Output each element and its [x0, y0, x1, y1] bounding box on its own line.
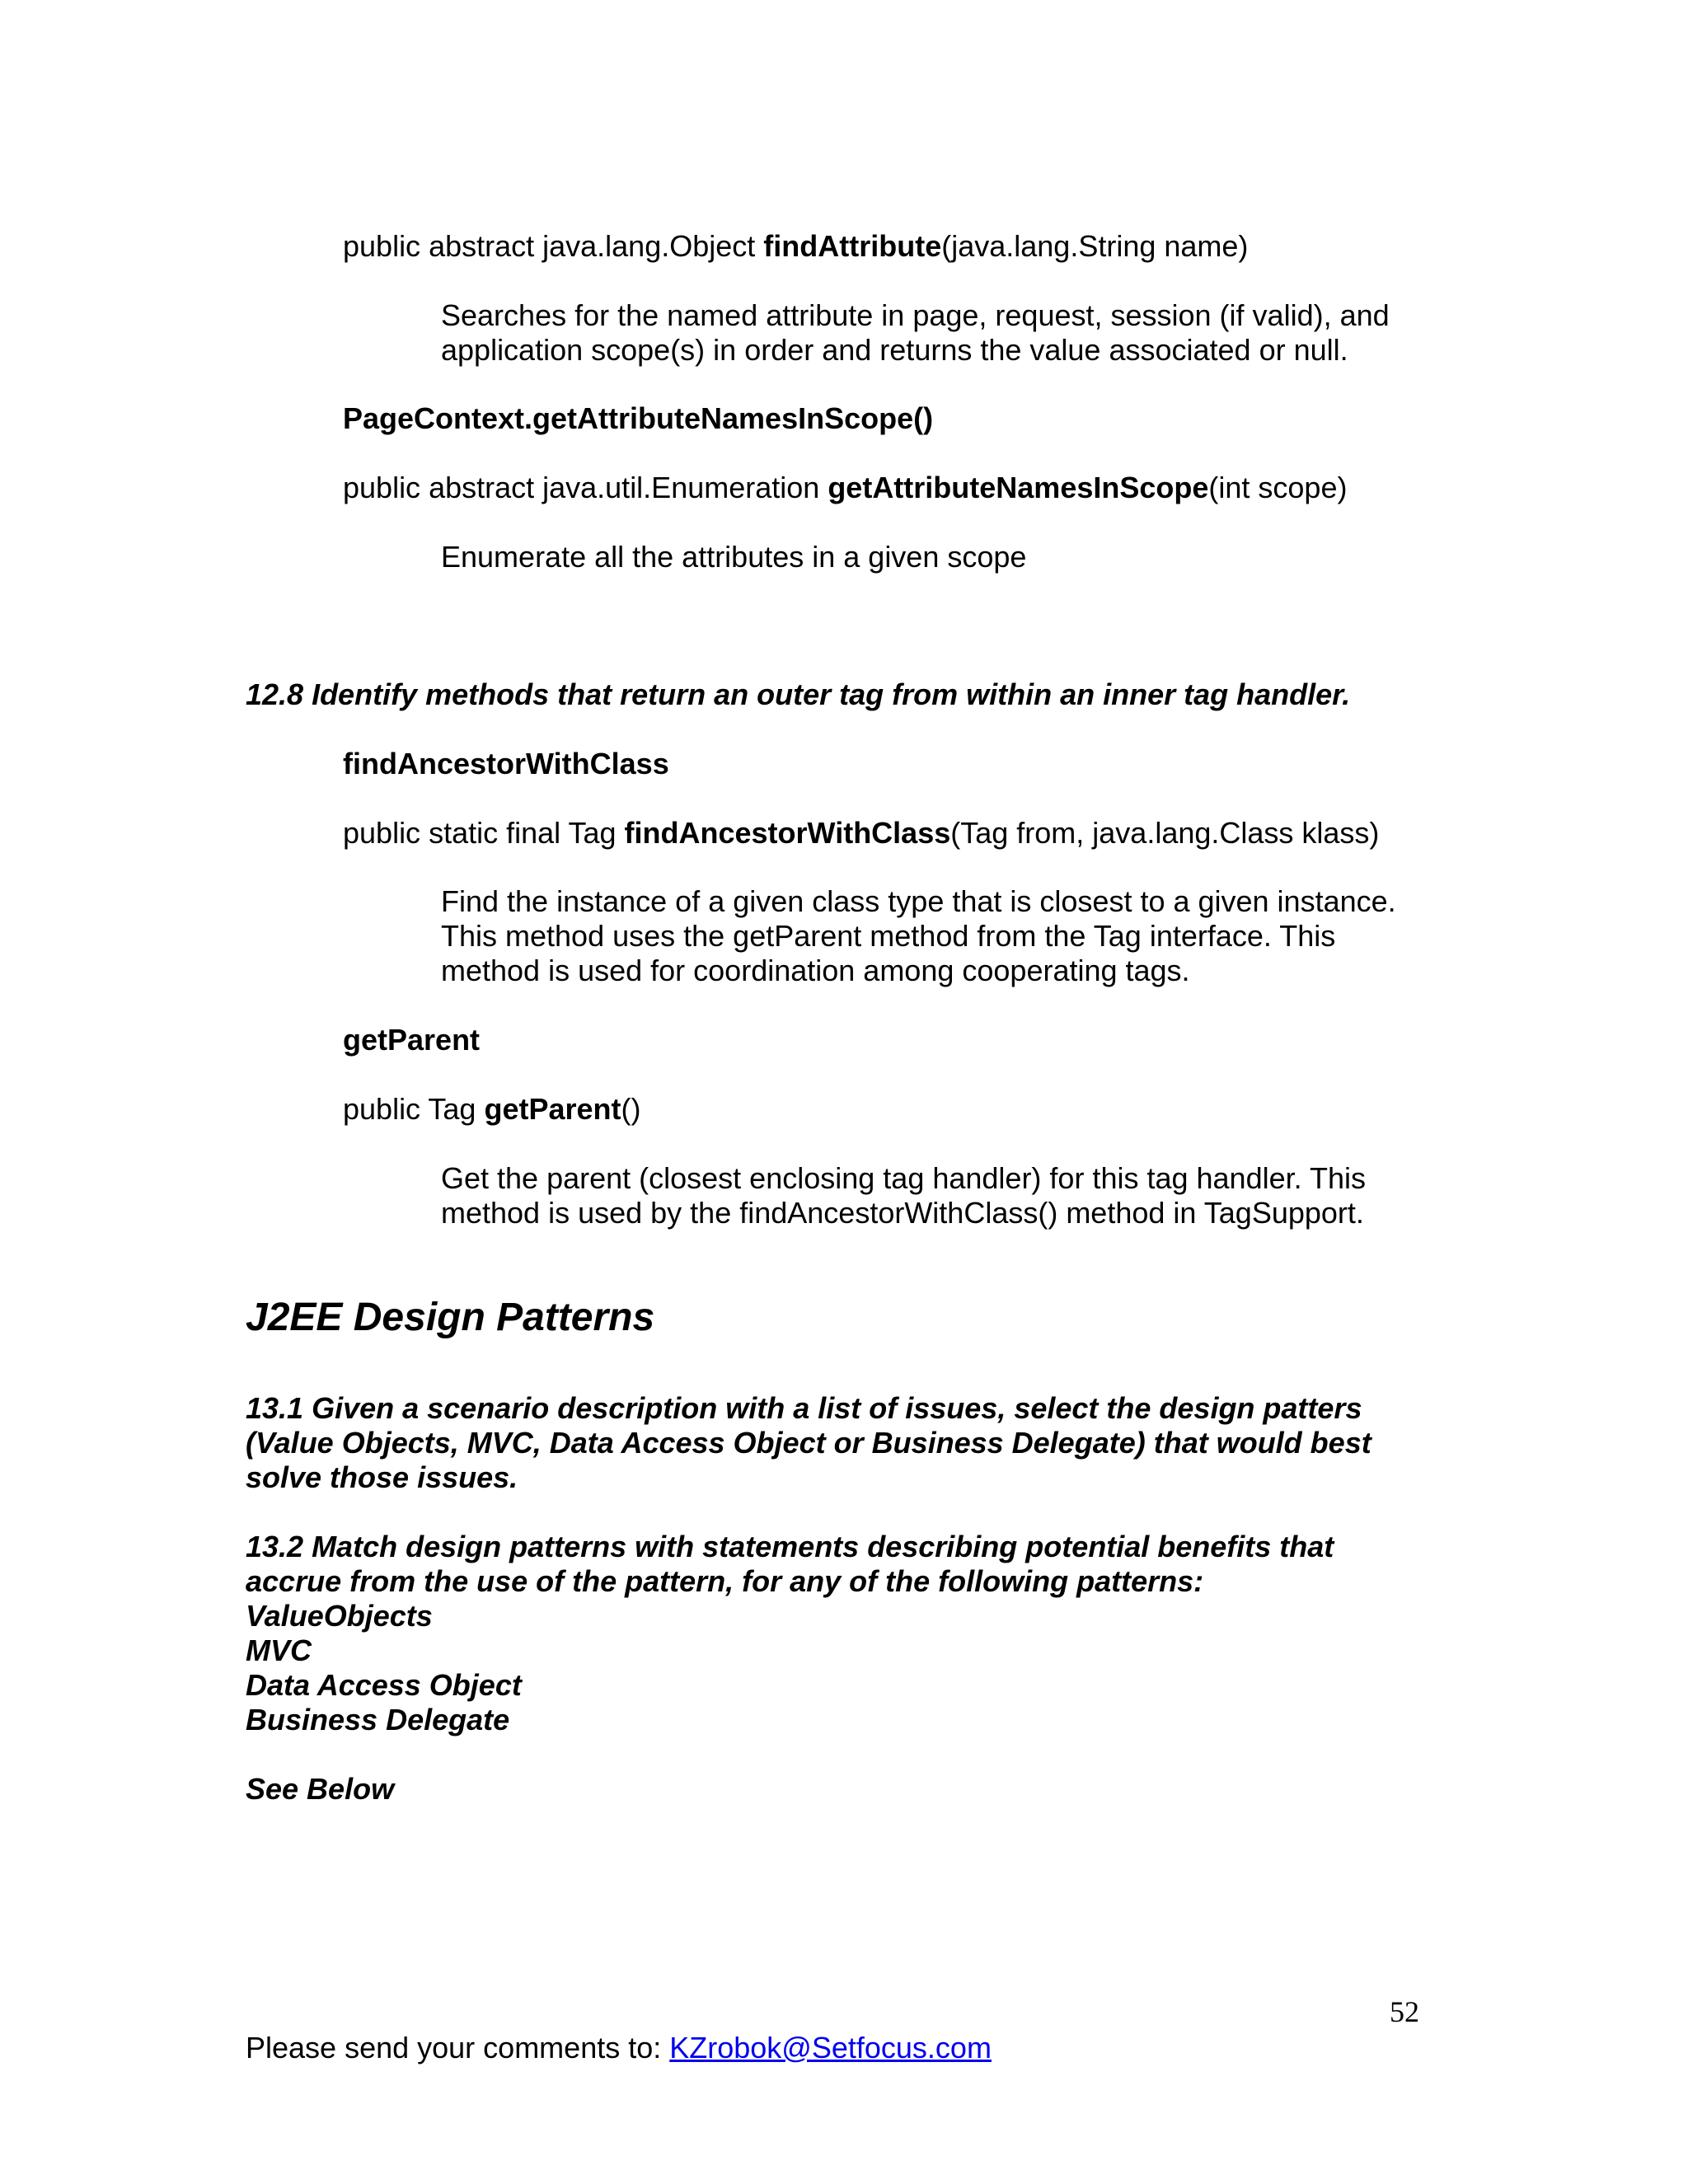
find-attribute-description-line-2: application scope(s) in order and returns the value associated or null. [441, 333, 1348, 367]
get-parent-description-line-2: method is used by the findAncestorWithClass() method in TagSupport. [441, 1196, 1364, 1230]
signature-suffix: (int scope) [1208, 471, 1348, 504]
method-name: getAttributeNamesInScope [828, 471, 1209, 504]
get-attribute-names-description: Enumerate all the attributes in a given scope [441, 540, 1027, 574]
email-link[interactable]: KZrobok@Setfocus.com [669, 2031, 992, 2064]
pattern-item: MVC [246, 1633, 312, 1667]
pattern-item: ValueObjects [246, 1599, 433, 1633]
get-parent-signature [343, 1092, 641, 1127]
section-13-2-line-1: 13.2 Match design patterns with statements describing potential benefits that [246, 1530, 1334, 1563]
signature-prefix: public abstract java.lang.Object [343, 229, 764, 263]
section-13-1-line-1: 13.1 Given a scenario description with a list of issues, select the design patters [246, 1391, 1362, 1425]
section-13-1-line-3: solve those issues. [246, 1460, 518, 1494]
signature-prefix: public static final Tag [343, 816, 625, 850]
section-13-2-line-2: accrue from the use of the pattern, for any of the following patterns: [246, 1564, 1204, 1598]
get-parent-heading: getParent [343, 1023, 481, 1057]
signature-suffix: (Tag from, java.lang.Class klass) [950, 816, 1380, 850]
find-ancestor-description-line-1: Find the instance of a given class type that is closest to a given instance. [441, 884, 1396, 918]
section-12-8-heading: 12.8 Identify methods that return an outer tag from within an inner tag handler. [246, 677, 1351, 711]
find-attribute-signature [343, 229, 1248, 264]
pattern-item: Business Delegate [246, 1703, 510, 1736]
method-name: findAttribute [763, 229, 942, 263]
j2ee-section-title: J2EE Design Patterns [246, 1296, 655, 1339]
pattern-item: Data Access Object [246, 1668, 522, 1702]
get-attribute-names-heading: PageContext.getAttributeNamesInScope() [343, 401, 934, 435]
find-ancestor-signature [343, 816, 1379, 851]
find-ancestor-description-line-2: This method uses the getParent method from the Tag interface. This [441, 919, 1336, 953]
signature-prefix: public Tag [343, 1092, 485, 1126]
see-below-note: See Below [246, 1772, 395, 1806]
find-ancestor-heading: findAncestorWithClass [343, 747, 669, 780]
method-name: findAncestorWithClass [624, 816, 951, 850]
section-13-1-line-2: (Value Objects, MVC, Data Access Object or Business Delegate) that would best [246, 1426, 1372, 1460]
method-name: getParent [484, 1092, 621, 1126]
footer-comments-prefix: Please send your comments to: [246, 2031, 670, 2064]
get-attribute-names-signature [343, 471, 1347, 505]
get-parent-description-line-1: Get the parent (closest enclosing tag handler) for this tag handler. This [441, 1161, 1366, 1195]
signature-suffix: (java.lang.String name) [941, 229, 1249, 263]
find-attribute-description-line-1: Searches for the named attribute in page, request, session (if valid), and [441, 298, 1390, 332]
signature-suffix: () [621, 1092, 641, 1126]
footer-comments [246, 2031, 992, 2065]
page-number: 52 [1390, 1995, 1419, 2028]
signature-prefix: public abstract java.util.Enumeration [343, 471, 828, 504]
find-ancestor-description-line-3: method is used for coordination among cooperating tags. [441, 954, 1190, 987]
